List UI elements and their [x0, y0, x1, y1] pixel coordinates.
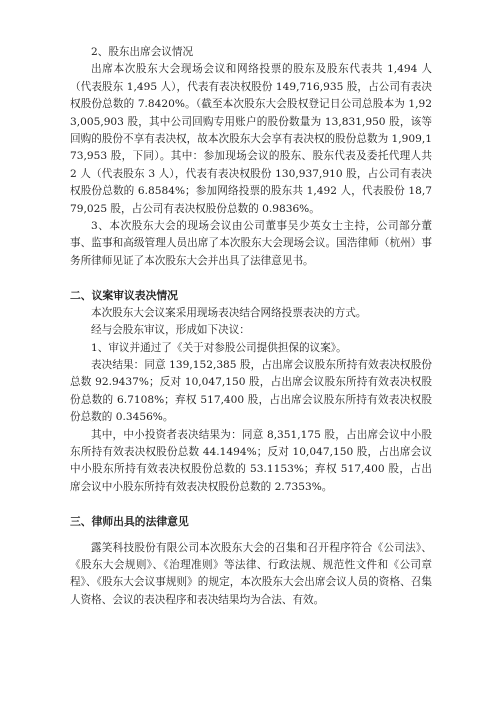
voting-intro-paragraph: 经与会股东审议，形成如下决议：: [91, 324, 250, 337]
document-page: [70, 44, 432, 609]
spacer: [70, 531, 432, 540]
section-3-title: 三、律师出具的法律意见: [70, 515, 189, 529]
attendance-paragraph: 出席本次股东大会现场会议和网络投票的股东及股东代表共 1,494 人（代表股东 1,495 人），代表有表决权股份 149,716,935 股，占公司有表决权股份总数的 7.8420%。（截至本次股东大会股权登记日公司总股本为 1,923,005,903 股，其中公司回购专用账户的股份数量为 13,831,950 股，该等回购的股份不享有表决权，故本次股东大会享有表决权的股份总数为 1,909,173,953 股，下同）。其中：参加现场会议的股东、股东代表及委托代理人共 2 人（代表股东 3 人），代表有表决权股份 130,937,910 股，占公司有表决权股份总数的 6.8584%；参加网络投票的股东共 1,492 人，代表股份 18,779,025 股，占公司有表决权股份总数的 0.9836%。: [70, 63, 432, 215]
subsection-2-title: 2、股东出席会议情况: [91, 46, 194, 58]
voting-method-paragraph: 本次股东大会议案采用现场表决结合网络投票表决的方式。: [91, 306, 367, 319]
section-2-title: 二、议案审议表决情况: [70, 289, 178, 303]
voting-result-paragraph: 表决结果：同意 139,152,385 股，占出席会议股东所持有效表决权股份总数 92.9437%；反对 10,047,150 股，占出席会议股东所持有效表决权股份总数的 6.7108%；弃权 517,400 股，占出席会议股东所持有效表决权股份总数的 0.3456%。: [70, 358, 432, 424]
resolution-1-title: 1、审议并通过了《关于对参股公司提供担保的议案》。: [91, 341, 347, 354]
subsection-3-paragraph: 3、本次股东大会的现场会议由公司董事吴少英女士主持，公司部分董事、监事和高级管理人员出席了本次股东大会现场会议。国浩律师（杭州）事务所律师见证了本次股东大会并出具了法律意见书。: [70, 220, 432, 267]
spacer: [70, 496, 432, 513]
legal-opinion-paragraph: 露笑科技股份有限公司本次股东大会的召集和召开程序符合《公司法》、《股东大会规则》、《治理准则》等法律、行政法规、规范性文件和《公司章程》、《股东大会议事规则》的规定，本次股东大会出席会议人员的资格、召集人资格、会议的表决程序和表决结果均为合法、有效。: [70, 541, 432, 606]
minority-result-paragraph: 其中，中小投资者表决结果为：同意 8,351,175 股，占出席会议中小股东所持有效表决权股份总数 44.1494%；反对 10,047,150 股，占出席会议中小股东所持有效表决权股份总数的 53.1153%；弃权 517,400 股，占出席会议中小股东所持有效表决权股份总数的 2.7353%。: [70, 428, 432, 493]
spacer: [70, 270, 432, 287]
